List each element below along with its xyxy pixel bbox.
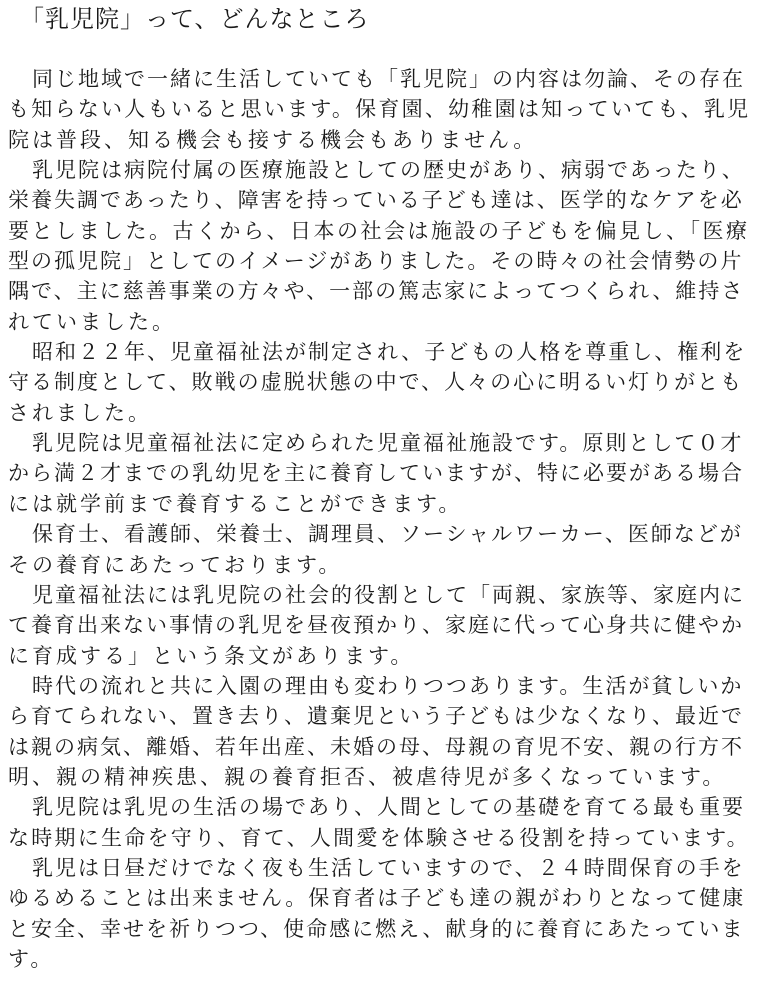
text-line: 院は普段、知る機会も接する機会もありません。 xyxy=(8,127,538,152)
text-line: な時期に生命を守り、育て、人間愛を体験させる役割を持っています。 xyxy=(8,825,750,850)
text-line: と安全、幸せを祈りつつ、使命感に燃え、献身的に養育にあたっていま xyxy=(8,916,745,941)
text-line: 栄養失調であったり、障害を持っている子ども達は、医学的なケアを必 xyxy=(8,188,744,213)
paragraph-start-line: 時代の流れと共に入園の理由も変わりつつあります。生活が貧しいか xyxy=(32,673,744,698)
text-line: から満２才までの乳幼児を主に養育していますが、特に必要がある場合 xyxy=(8,461,744,486)
text-line: す。 xyxy=(8,946,55,971)
paragraph-start-line: 昭和２２年、児童福祉法が制定され、子どもの人格を尊重し、権利を xyxy=(32,340,747,365)
text-line: に育成する」という条文があります。 xyxy=(8,643,415,668)
text-line: ゆるめることは出来ません。保育者は子ども達の親がわりとなって健康 xyxy=(8,886,746,911)
text-line: ら育てられない、置き去り、遺棄児という子どもは少なくなり、最近で xyxy=(8,704,744,729)
body-text xyxy=(8,64,750,974)
paragraph-start-line: 乳児院は児童福祉法に定められた児童福祉施設です。原則として０才 xyxy=(32,431,744,456)
text-line: 明、親の精神疾患、親の養育拒否、被虐待児が多くなっています。 xyxy=(8,764,727,789)
paragraph-start-line: 保育士、看護師、栄養士、調理員、ソーシャルワーカー、医師などが xyxy=(32,522,743,547)
text-line: 隅で、主に慈善事業の方々や、一部の篤志家によってつくられ、維持さ xyxy=(8,279,745,304)
text-line: されました。 xyxy=(8,400,152,425)
text-line: 守る制度として、敗戦の虚脱状態の中で、人々の心に明るい灯りがとも xyxy=(8,370,744,395)
text-line: には就学前まで養育することができます。 xyxy=(8,491,463,516)
text-line: も知らない人もいると思います。保育園、幼稚園は知っていても、乳児 xyxy=(8,97,750,122)
text-line: 型の孤児院」としてのイメージがありました。その時々の社会情勢の片 xyxy=(8,249,744,274)
text-line: 要としました。古くから、日本の社会は施設の子どもを偏見し、「医療 xyxy=(8,218,750,243)
paragraph-start-line: 児童福祉法には乳児院の社会的役割として「両親、家族等、家庭内に xyxy=(32,582,745,607)
paragraph-start-line: 同じ地域で一緒に生活していても「乳児院」の内容は勿論、その存在 xyxy=(32,67,745,91)
paragraph-start-line: 乳児院は乳児の生活の場であり、人間としての基礎を育てる最も重要 xyxy=(32,795,745,820)
text-line: は親の病気、離婚、若年出産、未婚の母、母親の育児不安、親の行方不 xyxy=(8,734,744,759)
paragraph-start-line: 乳児は日昼だけでなく夜も生活していますので、２４時間保育の手を xyxy=(32,855,745,880)
text-line: て養育出来ない事情の乳児を昼夜預かり、家庭に代って心身共に健やか xyxy=(8,613,744,638)
page-title: 「乳児院」って、どんなところ xyxy=(20,5,370,33)
text-line: れていました。 xyxy=(8,309,176,334)
paragraph-start-line: 乳児院は病院付属の医療施設としての歴史があり、病弱であったり、 xyxy=(32,158,745,183)
text-line: その養育にあたっております。 xyxy=(8,552,343,577)
